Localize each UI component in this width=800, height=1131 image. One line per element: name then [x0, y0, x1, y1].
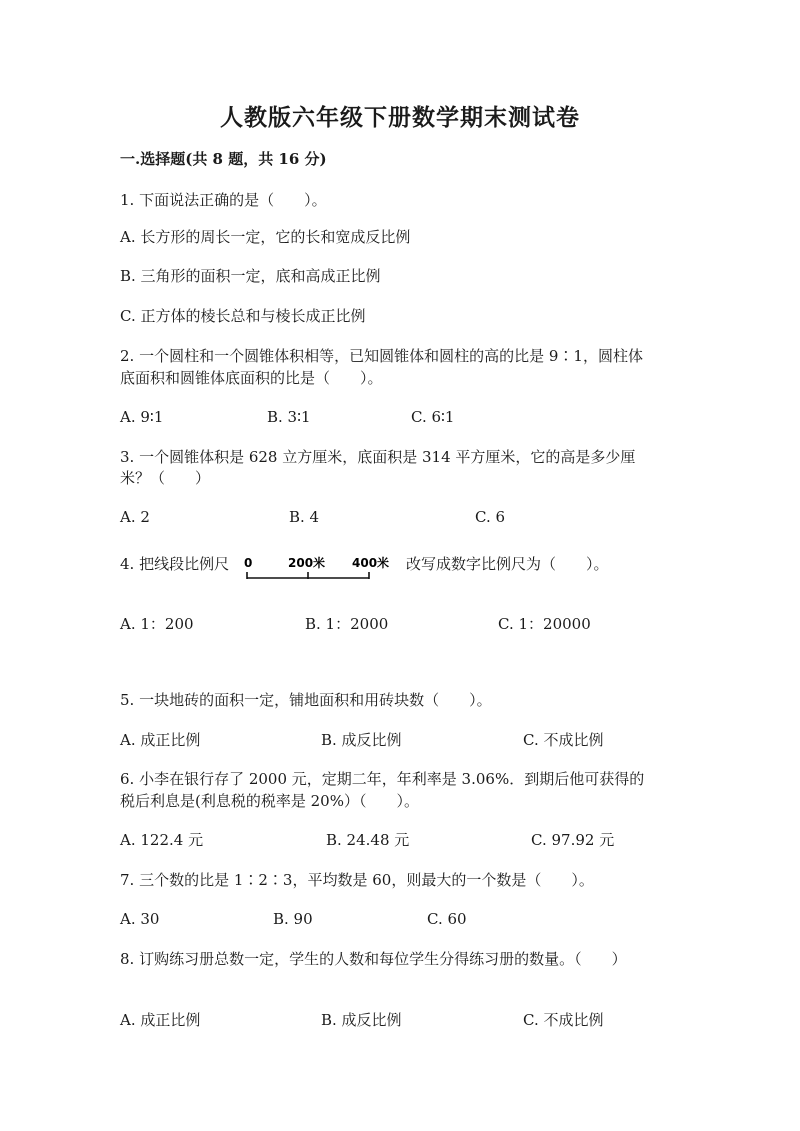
q2-stem-line2: 底面积和圆锥体底面积的比是（ ）。 — [120, 369, 383, 387]
q7-stem: 7. 三个数的比是 1∶2∶3，平均数是 60，则最大的一个数是（ ）。 — [120, 871, 594, 889]
q7-option-c: C. 60 — [427, 910, 467, 928]
q5-option-b: B. 成反比例 — [321, 731, 402, 749]
q2-option-b: B. 3∶1 — [267, 408, 311, 426]
q3-option-a: A. 2 — [120, 508, 150, 526]
q3-stem-line2: 米？（ ） — [120, 469, 211, 487]
q1-option-b: B. 三角形的面积一定，底和高成正比例 — [120, 267, 381, 285]
line-segment-scale — [240, 553, 400, 585]
section-heading: 一.选择题(共 8 题，共 16 分) — [120, 150, 327, 168]
q6-option-b: B. 24.48 元 — [326, 831, 410, 849]
q5-option-a: A. 成正比例 — [120, 731, 201, 749]
q2-stem-line1: 2. 一个圆柱和一个圆锥体积相等，已知圆锥体和圆柱的高的比是 9∶1，圆柱体 — [120, 347, 643, 365]
q5-stem: 5. 一块地砖的面积一定，铺地面积和用砖块数（ ）。 — [120, 691, 492, 709]
q4-option-a: A. 1：200 — [120, 615, 194, 633]
scale-label-200: 200米 — [288, 556, 326, 570]
q8-stem: 8. 订购练习册总数一定，学生的人数和每位学生分得练习册的数量。（ ） — [120, 950, 627, 968]
q3-option-c: C. 6 — [475, 508, 506, 526]
q3-stem-line1: 3. 一个圆锥体积是 628 立方厘米，底面积是 314 平方厘米，它的高是多少厘 — [120, 448, 636, 466]
q6-option-a: A. 122.4 元 — [120, 831, 204, 849]
q8-option-a: A. 成正比例 — [120, 1011, 201, 1029]
q6-stem-line1: 6. 小李在银行存了 2000 元，定期二年，年利率是 3.06%．到期后他可获得的 — [120, 770, 645, 788]
q4-option-c: C. 1：20000 — [498, 615, 591, 633]
q1-option-a: A. 长方形的周长一定，它的长和宽成反比例 — [120, 228, 411, 246]
q1-option-c: C. 正方体的棱长总和与棱长成正比例 — [120, 307, 366, 325]
page-title: 人教版六年级下册数学期末测试卷 — [220, 104, 580, 131]
q4-stem-after: 改写成数字比例尺为（ ）。 — [406, 555, 609, 573]
q2-option-c: C. 6∶1 — [411, 408, 455, 426]
q4-stem-before: 4. 把线段比例尺 — [120, 555, 230, 573]
q4-option-b: B. 1：2000 — [305, 615, 389, 633]
q8-option-b: B. 成反比例 — [321, 1011, 402, 1029]
q6-stem-line2: 税后利息是(利息税的税率是 20%）（ ）。 — [120, 792, 419, 810]
q6-option-c: C. 97.92 元 — [531, 831, 615, 849]
q1-stem: 1. 下面说法正确的是（ ）。 — [120, 191, 327, 209]
scale-label-400: 400米 — [352, 556, 390, 570]
q8-option-c: C. 不成比例 — [523, 1011, 604, 1029]
q7-option-a: A. 30 — [120, 910, 160, 928]
q2-option-a: A. 9∶1 — [120, 408, 164, 426]
scale-label-0: 0 — [244, 556, 253, 570]
q7-option-b: B. 90 — [273, 910, 313, 928]
q5-option-c: C. 不成比例 — [523, 731, 604, 749]
q3-option-b: B. 4 — [289, 508, 320, 526]
